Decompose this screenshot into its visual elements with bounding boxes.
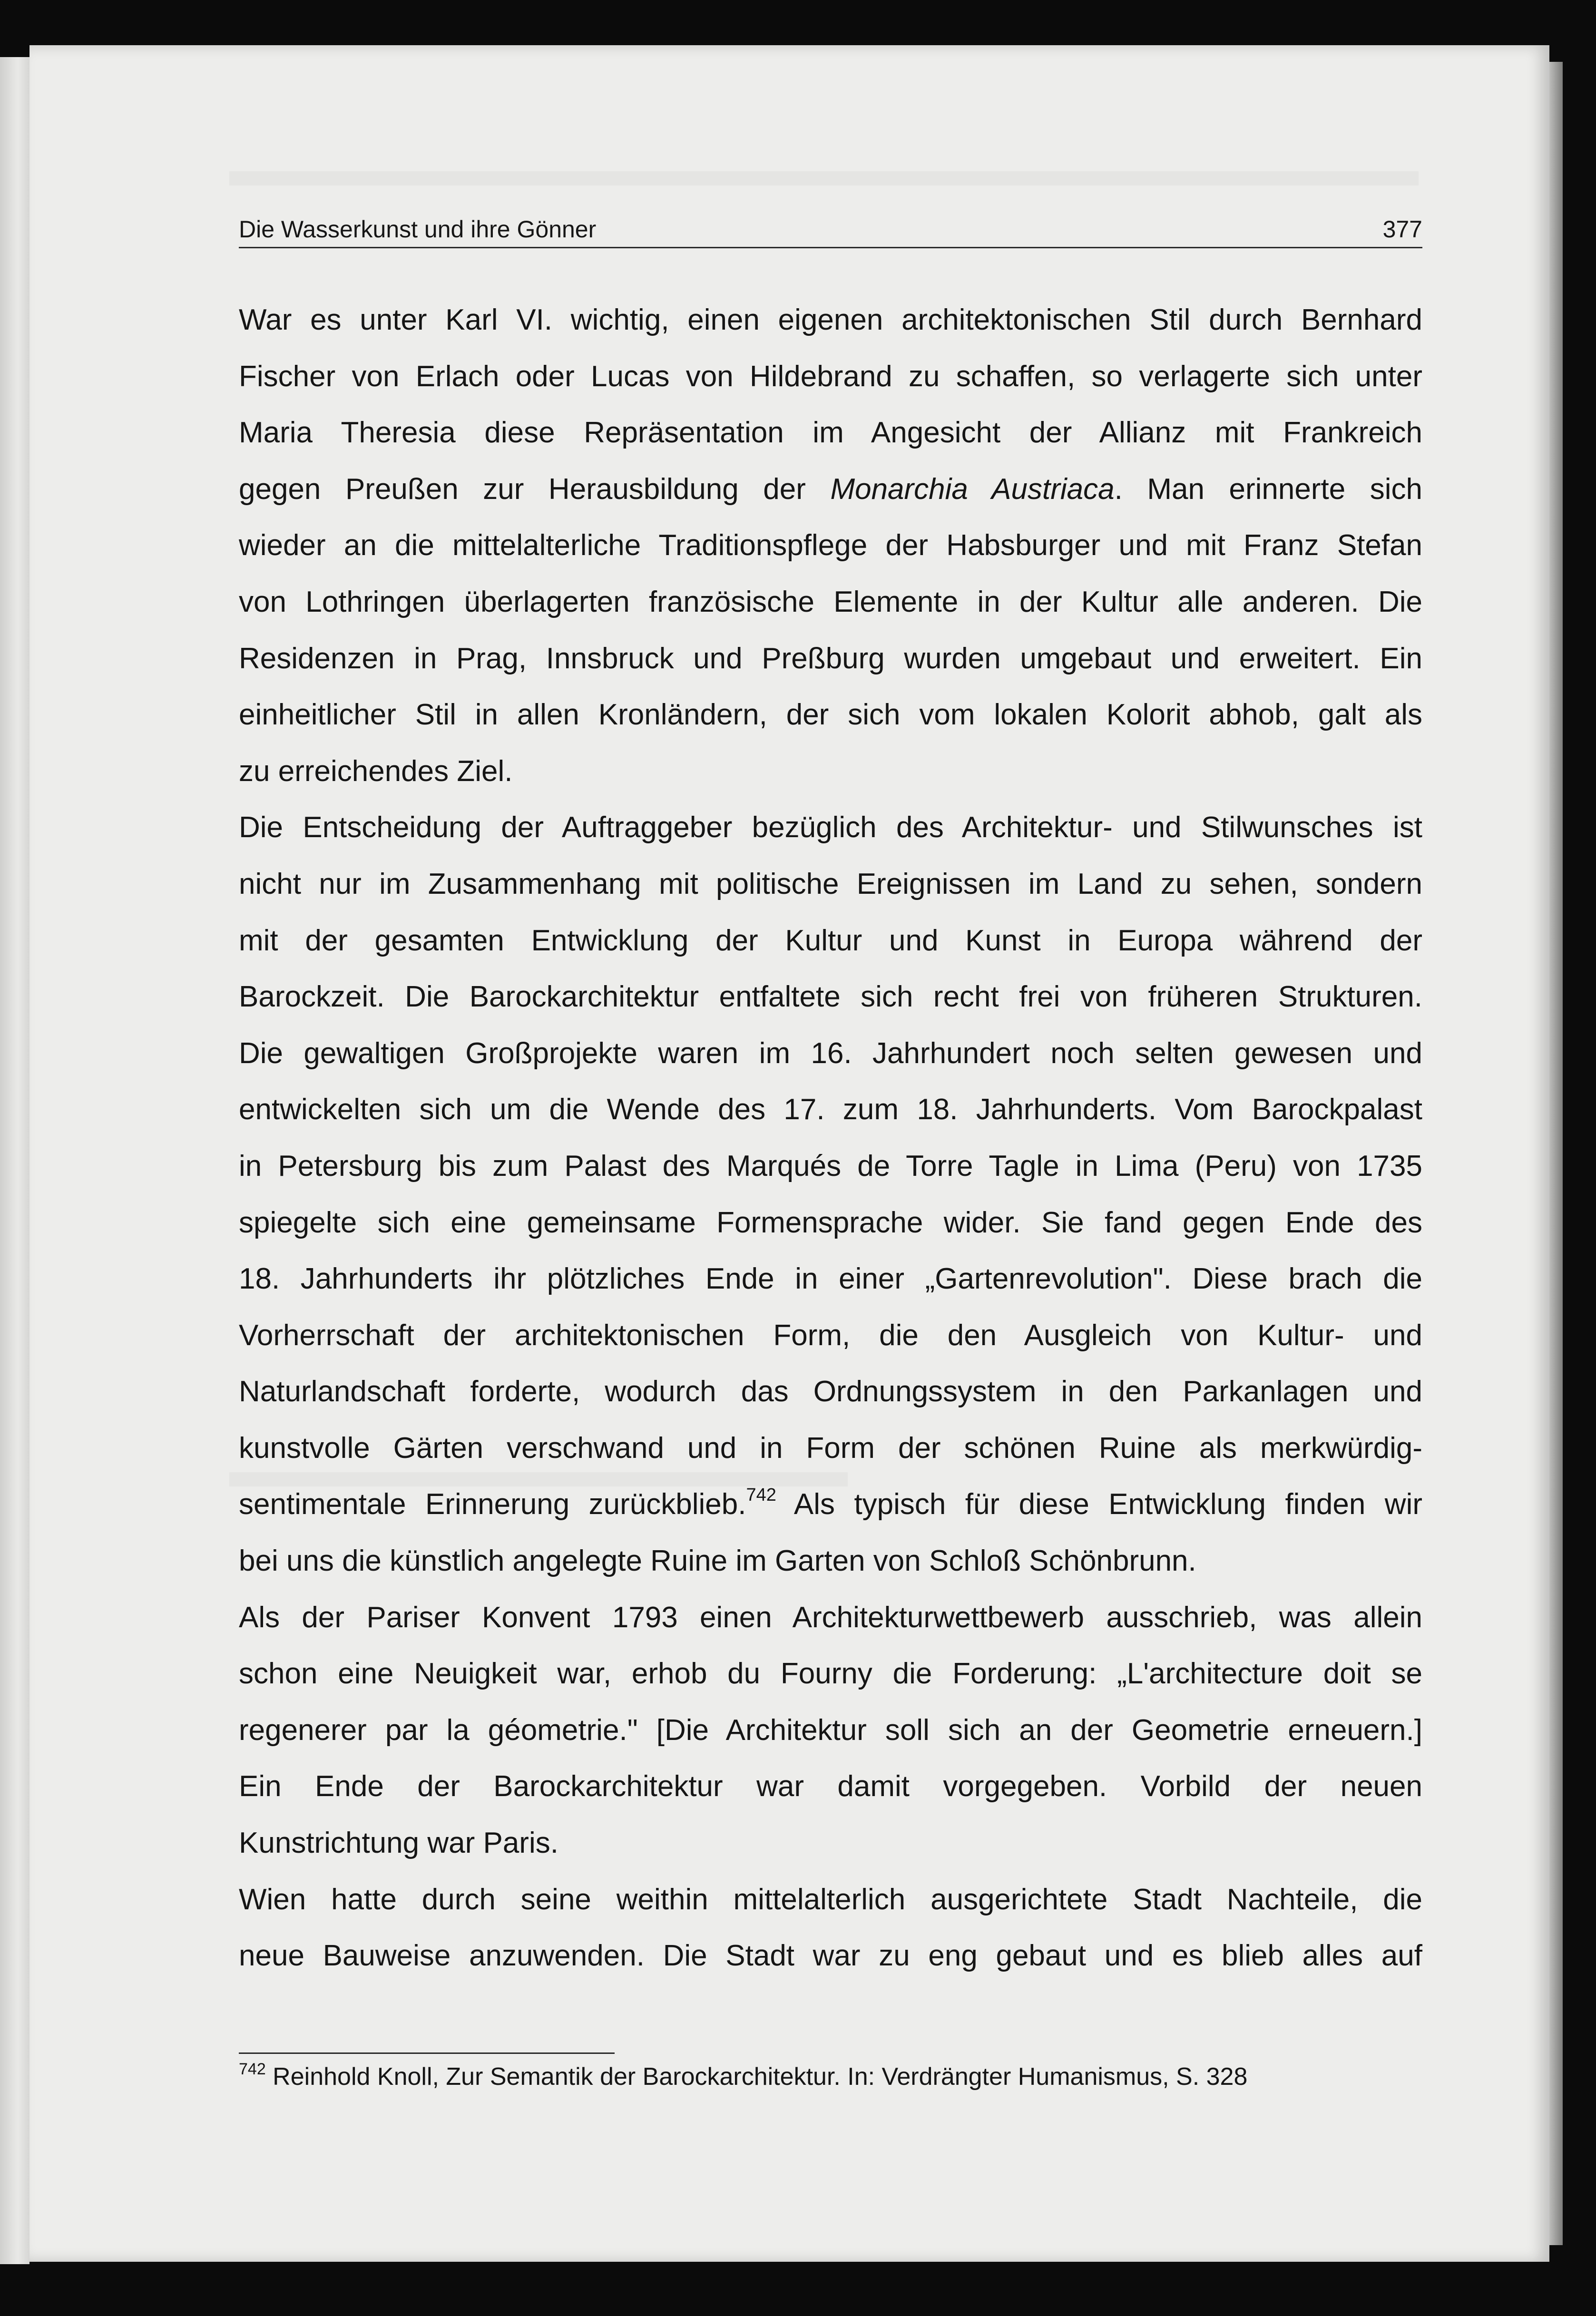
text-line [239, 687, 1422, 743]
line-text: Vorherrschaft der architektonischen Form, die den Ausgleich von Kultur- und [239, 1319, 1422, 1352]
text-line [239, 856, 1422, 913]
line-text: bei uns die künstlich angelegte Ruine im Garten von Schloß Schönbrunn. [239, 1544, 1196, 1578]
text-line [239, 1702, 1422, 1759]
text-line [239, 1420, 1422, 1477]
line-text: War es unter Karl VI. wichtig, einen eigenen architektonischen Stil durch Bernhard [239, 303, 1422, 336]
text-line [239, 913, 1422, 969]
adjacent-page-edge [0, 57, 29, 2264]
line-text: entwickelten sich um die Wende des 17. zum 18. Jahrhunderts. Vom Barockpalast [239, 1093, 1422, 1126]
line-text: spiegelte sich eine gemeinsame Formensprache wider. Sie fand gegen Ende des [239, 1206, 1422, 1239]
line-text: Die gewaltigen Großprojekte waren im 16. Jahrhundert noch selten gewesen und [239, 1036, 1422, 1070]
text-line [239, 1251, 1422, 1308]
text-line [239, 1928, 1422, 1984]
text-line [239, 1195, 1422, 1251]
line-text: Als der Pariser Konvent 1793 einen Architekturwettbewerb ausschrieb, was allein [239, 1601, 1422, 1634]
text-line [239, 1082, 1422, 1138]
text-line [239, 1759, 1422, 1815]
line-text: mit der gesamten Entwicklung der Kultur und Kunst in Europa während der [239, 924, 1422, 957]
footnote-rule [239, 2052, 615, 2054]
text-line [239, 969, 1422, 1026]
header-rule [239, 247, 1422, 248]
body-text [239, 292, 1422, 1984]
line-text: sentimentale Erinnerung zurückblieb. [239, 1488, 746, 1521]
line-text: Residenzen in Prag, Innsbruck und Preßburg wurden umgebaut und erweitert. Ein [239, 642, 1422, 675]
bleed-through [229, 171, 1419, 186]
line-text: kunstvolle Gärten verschwand und in Form der schönen Ruine als merkwürdig- [239, 1431, 1422, 1465]
text-line [239, 349, 1422, 405]
text-line [239, 1026, 1422, 1082]
line-text: Barockzeit. Die Barockarchitektur entfaltete sich recht frei von früheren Strukturen. [239, 980, 1422, 1014]
line-text: Naturlandschaft forderte, wodurch das Ordnungssystem in den Parkanlagen und [239, 1375, 1422, 1408]
text-line [239, 574, 1422, 631]
footnote-reference: 742 [746, 1485, 776, 1505]
line-text: schon eine Neuigkeit war, erhob du Fourny die Forderung: „L'architecture doit se [239, 1657, 1422, 1691]
text-line [239, 1872, 1422, 1928]
line-text: Fischer von Erlach oder Lucas von Hildebrand zu schaffen, so verlagerte sich unter [239, 360, 1422, 393]
text-line [239, 1590, 1422, 1646]
footnote-text: Reinhold Knoll, Zur Semantik der Barockarchitektur. In: Verdrängter Humanismus, S. 328 [265, 2063, 1248, 2091]
text-line [239, 1364, 1422, 1420]
line-text: zu erreichendes Ziel. [239, 754, 513, 788]
line-text: einheitlicher Stil in allen Kronländern, der sich vom lokalen Kolorit abhob, galt als [239, 698, 1422, 732]
line-text: nicht nur im Zusammenhang mit politische Ereignissen im Land zu sehen, sondern [239, 867, 1422, 900]
line-text: Die Entscheidung der Auftraggeber bezüglich des Architektur- und Stilwunsches ist [239, 811, 1422, 844]
line-text: Als typisch für diese Entwicklung finden wir [776, 1488, 1422, 1521]
line-text: regenerer par la géometrie." [Die Architektur soll sich an der Geometrie erneuern.] [239, 1713, 1422, 1747]
line-text: Maria Theresia diese Repräsentation im Angesicht der Allianz mit Frankreich [239, 416, 1422, 450]
text-line [239, 631, 1422, 687]
line-text: gegen Preußen zur Herausbildung der [239, 472, 831, 506]
text-line [239, 743, 1422, 800]
text-line [239, 1533, 1422, 1590]
text-line [239, 1138, 1422, 1195]
running-header [239, 211, 1422, 249]
italic-term: Monarchia Austriaca [830, 472, 1115, 506]
footnote-number: 742 [239, 2060, 266, 2078]
line-text: Ein Ende der Barockarchitektur war damit vorgegeben. Vorbild der neuen [239, 1770, 1422, 1803]
text-line [239, 405, 1422, 461]
line-text: 18. Jahrhunderts ihr plötzliches Ende in einer „Gartenrevolution". Diese brach die [239, 1262, 1422, 1296]
line-text: in Petersburg bis zum Palast des Marqués de Torre Tagle in Lima (Peru) von 1735 [239, 1149, 1422, 1182]
text-line [239, 292, 1422, 349]
page-edge-shadow [1549, 62, 1563, 2245]
line-text: neue Bauweise anzuwenden. Die Stadt war zu eng gebaut und es blieb alles auf [239, 1939, 1422, 1973]
line-text: Kunstrichtung war Paris. [239, 1827, 558, 1860]
text-line [239, 518, 1422, 574]
text-line [239, 800, 1422, 856]
text-line [239, 1476, 1422, 1533]
line-text: . Man erinnerte sich [1114, 472, 1422, 506]
line-text: wieder an die mittelalterliche Traditionspflege der Habsburger und mit Franz Stefan [239, 529, 1422, 562]
line-text: Wien hatte durch seine weithin mittelalterlich ausgerichtete Stadt Nachteile, die [239, 1883, 1422, 1916]
footnote [239, 2062, 1247, 2091]
text-line [239, 461, 1422, 518]
header-title: Die Wasserkunst und ihre Gönner [239, 216, 597, 243]
page-number: 377 [1382, 216, 1422, 243]
line-text: von Lothringen überlagerten französische Elemente in der Kultur alle anderen. Die [239, 585, 1422, 618]
text-line [239, 1308, 1422, 1364]
text-line [239, 1646, 1422, 1702]
text-line [239, 1815, 1422, 1872]
